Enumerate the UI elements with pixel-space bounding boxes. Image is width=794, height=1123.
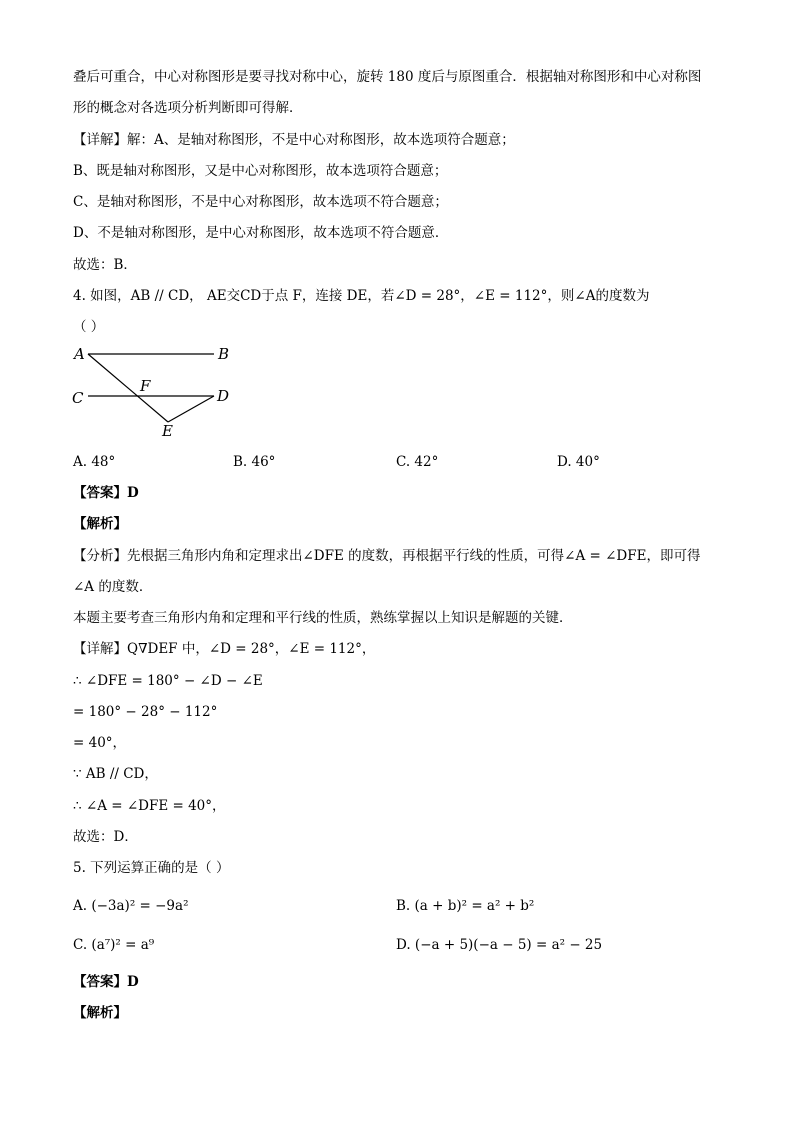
segment-AE [88,354,168,422]
label-E: E [162,422,173,440]
q5-option-d: D. (−a + 5)(−a − 5) = a² − 25 [396,937,603,953]
label-C: C [72,389,84,407]
question-4-stem: 4. 如图，AB // CD， AE交CD于点 F，连接 DE，若∠D = 28°，∠E = 112°，则∠A的度数为 [73,288,650,304]
segment-DE [168,396,214,422]
q5-option-a: A. (−3a)² = −9a² [73,898,189,914]
text-line: 【详解】解：A、是轴对称图形，不是中心对称图形，故本选项符合题意； [73,132,515,148]
text-line: 故选：B． [73,257,137,273]
q5-option-c: C. (a⁷)² = a⁹ [73,937,155,953]
q4-option-c: C. 42° [396,454,439,470]
q5-option-b: B. (a + b)² = a² + b² [396,898,535,914]
solution-line: ∴ ∠A = ∠DFE = 40°， [73,798,226,814]
text-line: D、不是轴对称图形，是中心对称图形，故本选项不符合题意． [73,225,449,241]
solution-line: 【详解】Q∇DEF 中，∠D = 28°，∠E = 112°， [73,641,376,657]
q5-analysis-title: 【解析】 [73,1005,127,1021]
label-A: A [74,345,85,363]
text-line: B、既是轴对称图形，又是中心对称图形，故本选项符合题意； [73,163,448,179]
parallel-lines-figure [68,340,248,445]
q4-option-d: D. 40° [557,454,600,470]
solution-line: = 40°， [73,735,127,751]
solution-line: ∴ ∠DFE = 180° − ∠D − ∠E [73,673,263,689]
q4-option-b: B. 46° [233,454,276,470]
q5-answer: 【答案】D [73,974,139,990]
solution-line: = 180° − 28° − 112° [73,704,218,720]
question-5-stem: 5. 下列运算正确的是（ ） [73,860,230,876]
q4-option-a: A. 48° [73,454,116,470]
solution-line: ∵ AB // CD， [73,766,158,782]
label-F: F [140,377,151,395]
text-line: 形的概念对各选项分析判断即可得解． [73,100,303,116]
solution-line: 故选：D． [73,829,138,845]
q4-answer: 【答案】D [73,485,139,501]
solution-line: 本题主要考查三角形内角和定理和平行线的性质，熟练掌握以上知识是解题的关键． [73,610,573,626]
text-line: C、是轴对称图形，不是中心对称图形，故本选项不符合题意； [73,194,448,210]
text-line: 叠后可重合，中心对称图形是要寻找对称中心，旋转 180 度后与原图重合．根据轴对称图形和中心对称图 [73,69,702,85]
solution-line: 【分析】先根据三角形内角和定理求出∠DFE 的度数，再根据平行线的性质，可得∠A = ∠DFE，即可得 [73,548,701,564]
label-D: D [217,387,230,405]
question-4-bracket: （ ） [73,319,105,335]
q4-analysis-title: 【解析】 [73,516,127,532]
label-B: B [218,345,230,363]
solution-line: ∠A 的度数． [73,579,153,595]
